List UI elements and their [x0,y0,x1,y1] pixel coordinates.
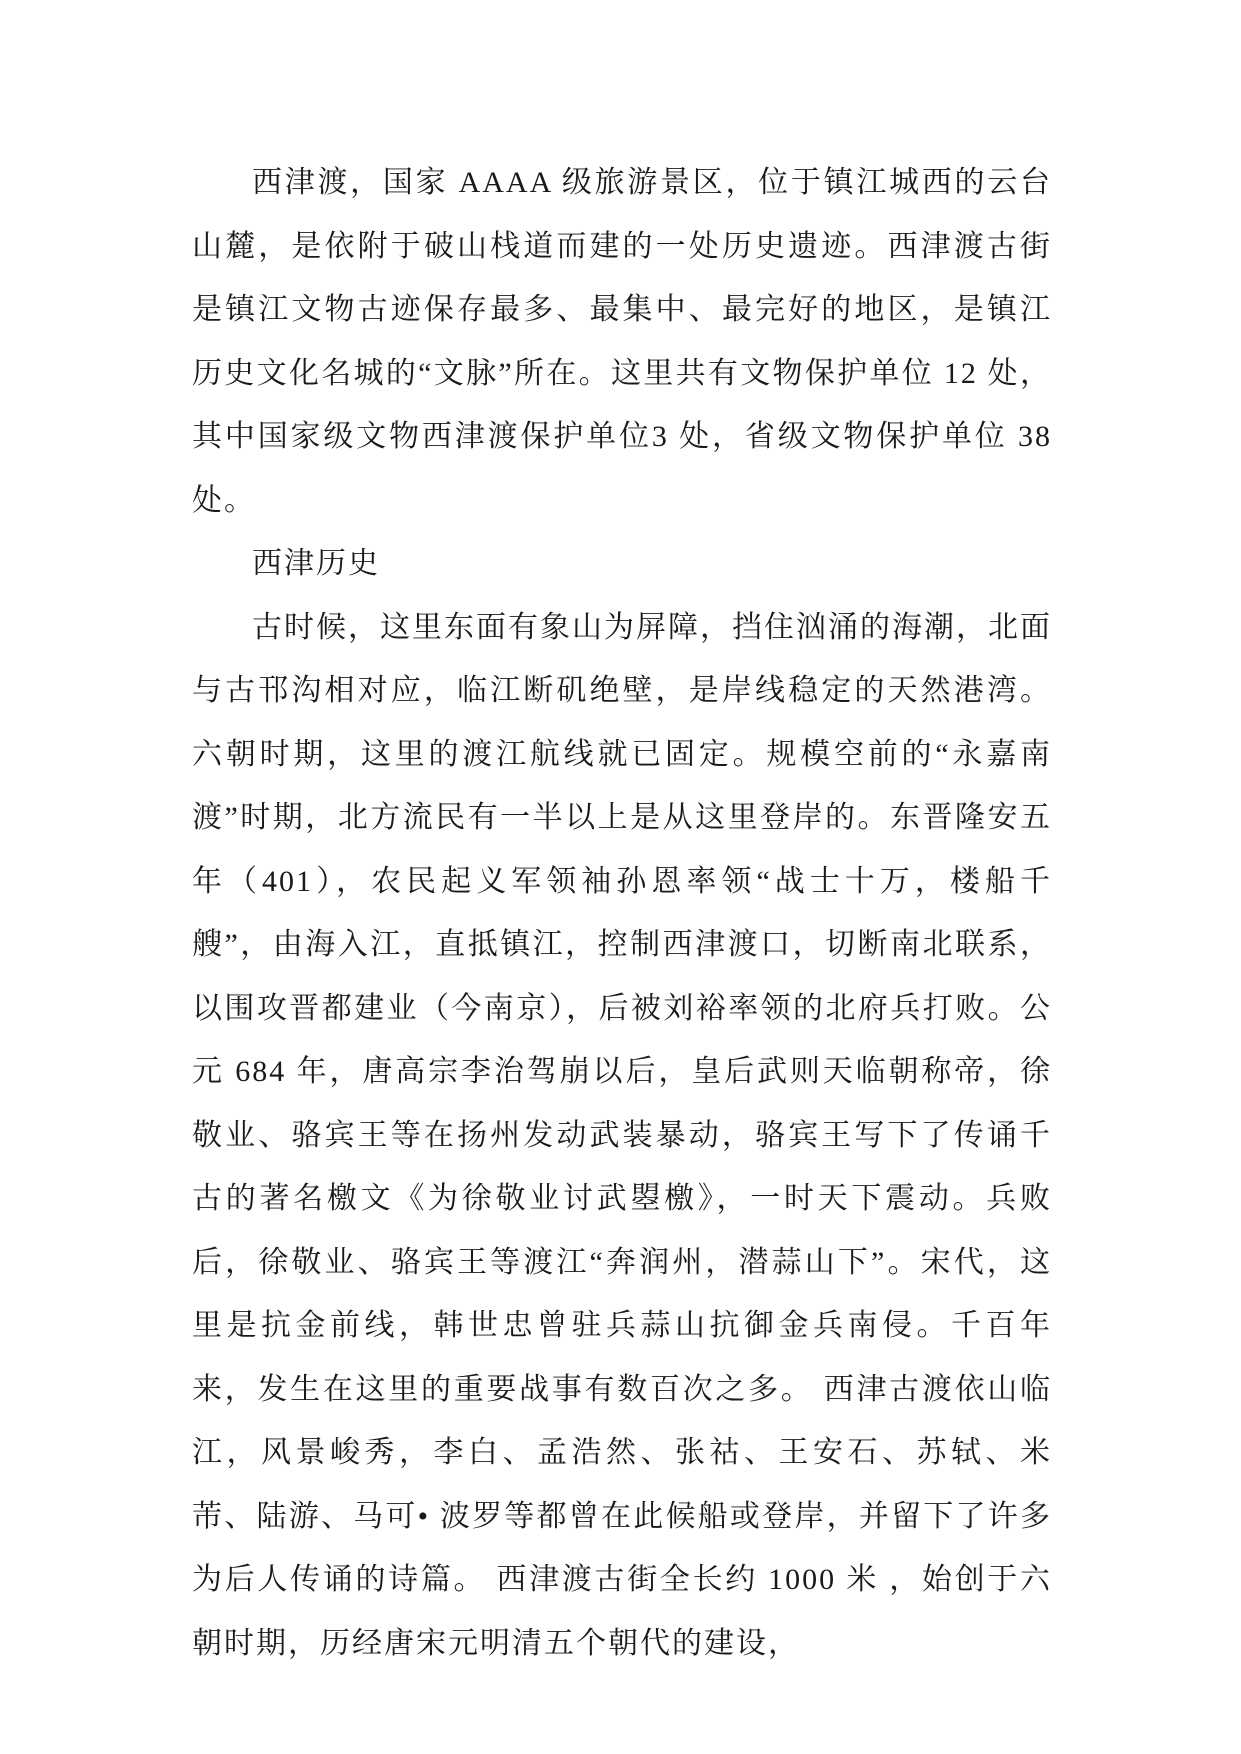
section-heading-xijin-history: 西津历史 [252,547,380,580]
history-paragraph: 古时候，这里东面有象山为屏障，挡住汹涌的海潮，北面与古邗沟相对应，临江断矶绝壁，是岸线稳定的天然港湾。六朝时期，这里的渡江航线就已固定。规模空前的“永嘉南渡”时期，北方流民有一半以上是从这里登岸的。东晋隆安五年（401），农民起义军领袖孙恩率领“战士十万，楼船千艘”，由海入江，直抵镇江，控制西津渡口，切断南北联系，以围攻晋都建业（今南京），后被刘裕率领的北府兵打败。公元 684 年，唐高宗李治驾崩以后，皇后武则天临朝称帝，徐敬业、骆宾王等在扬州发动武装暴动，骆宾王写下了传诵千古的著名檄文《为徐敬业讨武曌檄》，一时天下震动。兵败后，徐敬业、骆宾王等渡江“奔润州，潜蒜山下”。宋代，这里是抗金前线，韩世忠曾驻兵蒜山抗御金兵南侵。千百年来，发生在这里的重要战事有数百次之多。 西津古渡依山临江，风景峻秀，李白、孟浩然、张祜、王安石、苏轼、米芾、陆游、马可• 波罗等都曾在此候船或登岸，并留下了许多为后人传诵的诗篇。 西津渡古街全长约 1000 米 ，始创于六朝时期，历经唐宋元明清五个朝代的建设， [192,610,1052,1660]
intro-paragraph: 西津渡，国家 AAAA 级旅游景区，位于镇江城西的云台山麓，是依附于破山栈道而建的一处历史遗迹。西津渡古街是镇江文物古迹保存最多、最集中、最完好的地区，是镇江历史文化名城的“文脉”所在。这里共有文物保护单位 12 处，其中国家级文物西津渡保护单位3 处，省级文物保护单位 38 处。 [192,166,1052,517]
document-body [192,151,1052,1675]
